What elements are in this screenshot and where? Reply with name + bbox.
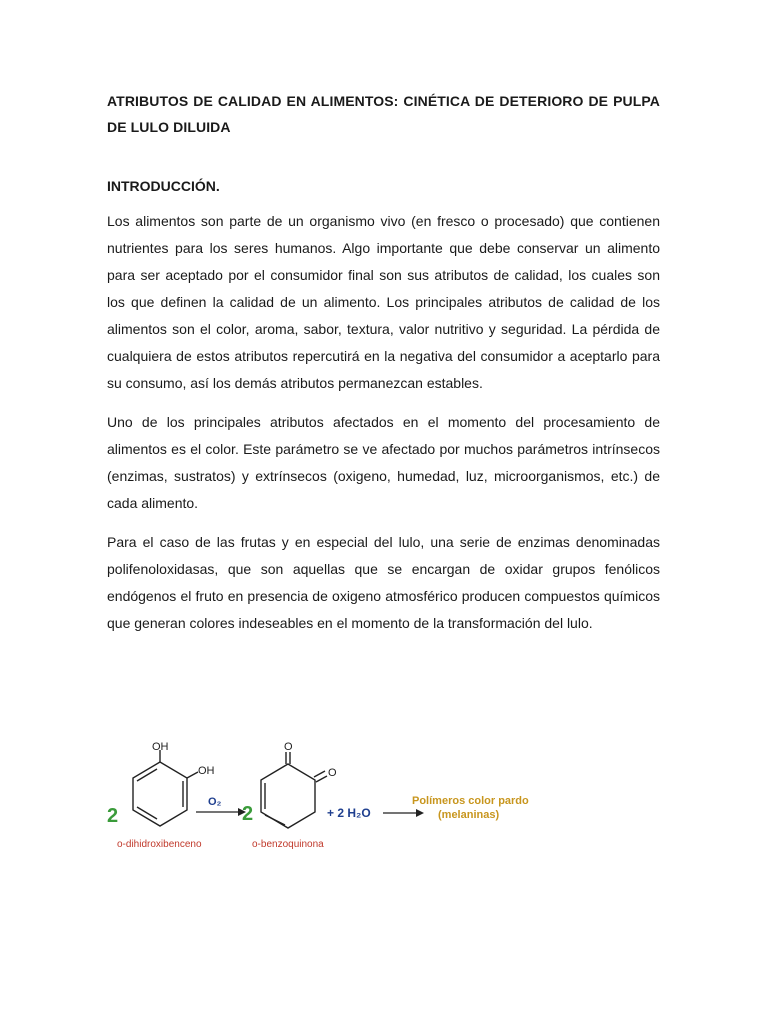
paragraph-1: Los alimentos son parte de un organismo vivo (en fresco o procesado) que contienen nutrientes para los seres humanos. Algo importante que debe conservar un alimento para ser aceptado por el consumidor final son sus atributos de calidad, los cuales son los que definen la calidad de un alimento. Los principales atributos de calidad de los alimentos son el color, aroma, sabor, textura, valor nutritivo y seguridad. La pérdida de cualquiera de estos atributos repercutirá en la negativa del consumidor a aceptarlo para su consumo, así los demás atributos permanezcan estables.	[107, 213, 660, 391]
paragraph-2: Uno de los principales atributos afectados en el momento del procesamiento de alimentos es el color. Este parámetro se ve afectado por muchos parámetros intrínsecos (enzimas, sustratos) y extrínsecos (oxigeno, humedad, luz, microorganismos, etc.) de cada alimento.	[107, 414, 660, 511]
product-coefficient: 2	[242, 803, 254, 825]
reagent-label: O₂	[208, 796, 222, 808]
byproduct-label: + 2 H₂O	[327, 806, 371, 820]
paragraph-3: Para el caso de las frutas y en especial del lulo, una serie de enzimas denominadas polifenoloxidasas, que son aquellas que se encargan de oxidar grupos fenólicos endógenos el fruto en presencia de oxigeno atmosférico producen compuestos químicos que generan colores indeseables en el momento de la transformación del lulo.	[107, 534, 660, 631]
reaction-diagram	[100, 740, 540, 880]
reaction-arrow-1	[196, 808, 246, 816]
product-o-side: O	[328, 767, 337, 779]
reactant-name: o-dihidroxibenceno	[117, 839, 202, 850]
reactant-oh-top: OH	[152, 741, 169, 753]
benzoquinone-structure	[261, 752, 327, 828]
final-product-line2: (melaninas)	[438, 809, 500, 821]
catechol-structure	[133, 750, 198, 826]
reaction-arrow-2	[383, 809, 424, 817]
reaction-svg	[100, 740, 540, 880]
document-title: ATRIBUTOS DE CALIDAD EN ALIMENTOS: CINÉTICA DE DETERIORO DE PULPA DE LULO DILUIDA	[107, 93, 660, 135]
product-o-top: O	[284, 741, 293, 753]
reactant-oh-side: OH	[198, 765, 215, 777]
reactant-coefficient: 2	[107, 805, 119, 827]
product-name: o-benzoquinona	[252, 839, 324, 850]
document-page	[107, 88, 660, 637]
final-product-line1: Polímeros color pardo	[412, 795, 529, 807]
section-heading: INTRODUCCIÓN.	[107, 178, 220, 194]
